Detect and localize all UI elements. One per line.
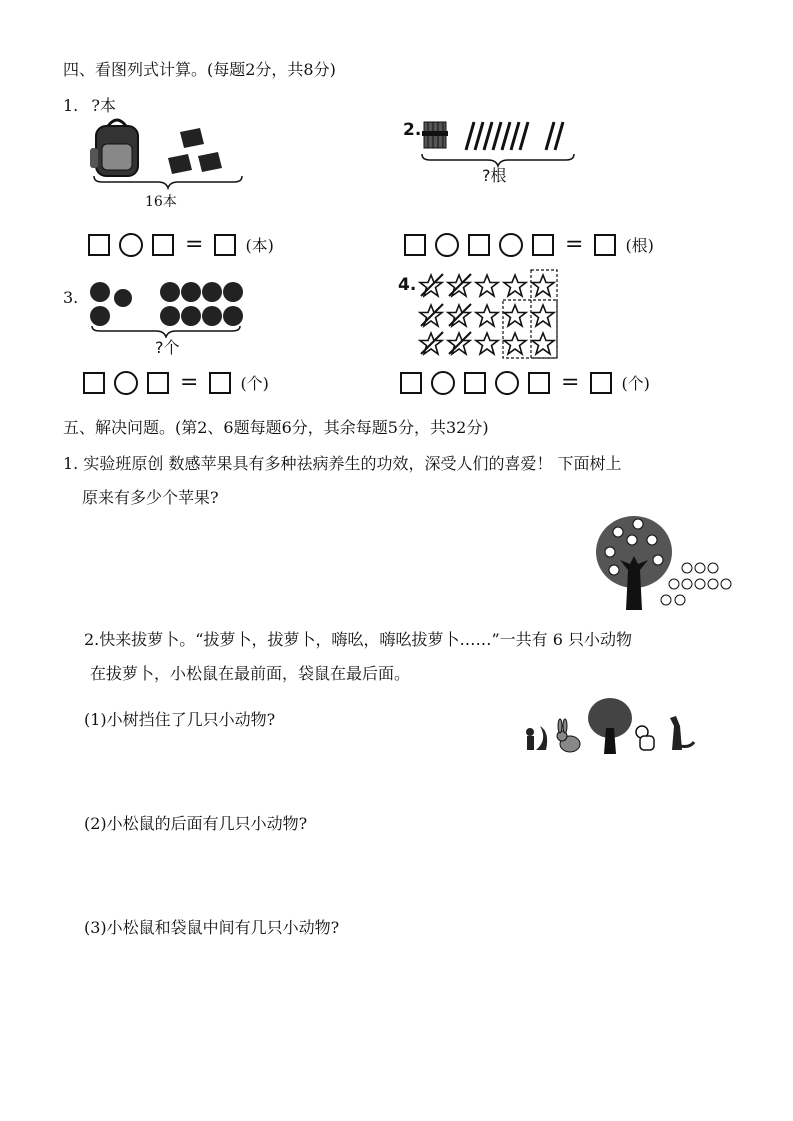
q1-equation bbox=[88, 232, 274, 257]
equals-sign: = bbox=[561, 370, 580, 395]
operator-circle[interactable] bbox=[431, 371, 455, 395]
operator-circle[interactable] bbox=[499, 233, 523, 257]
p2-sub3: (3)小松鼠和袋鼠中间有几只小动物? bbox=[84, 918, 340, 937]
equals-sign: = bbox=[185, 232, 204, 257]
q1-label bbox=[63, 98, 116, 114]
stick-icon bbox=[466, 122, 563, 150]
equals-sign: = bbox=[565, 232, 584, 257]
answer-box[interactable] bbox=[590, 372, 612, 394]
operator-circle[interactable] bbox=[119, 233, 143, 257]
q2-number: 2. bbox=[403, 120, 422, 140]
q3-unit: (个) bbox=[240, 374, 269, 393]
q4-unit: (个) bbox=[621, 374, 650, 393]
answer-box[interactable] bbox=[400, 372, 422, 394]
p1-line2: 原来有多少个苹果? bbox=[82, 488, 219, 507]
q2-figure bbox=[420, 116, 580, 168]
q1-unit: (本) bbox=[245, 236, 274, 255]
dog-icon bbox=[636, 726, 654, 750]
apple-icon bbox=[90, 282, 243, 326]
section5-title: 五、解决问题。(第2、6题每题6分，其余每题5分，共32分) bbox=[63, 418, 489, 437]
answer-box[interactable] bbox=[147, 372, 169, 394]
q4-figure bbox=[415, 266, 565, 362]
p2-sub2: (2)小松鼠的后面有几只小动物? bbox=[84, 814, 308, 833]
squirrel-icon bbox=[526, 726, 547, 750]
answer-box[interactable] bbox=[209, 372, 231, 394]
answer-box[interactable] bbox=[464, 372, 486, 394]
p1-line1: 1. 实验班原创 数感苹果具有多种祛病养生的功效，深受人们的喜爱！ 下面树上 bbox=[63, 454, 622, 473]
q2-unit: (根) bbox=[625, 236, 654, 255]
q3-number: 3. bbox=[63, 288, 79, 307]
q1-question: ?本 bbox=[91, 96, 116, 115]
book-icon bbox=[168, 128, 222, 174]
answer-box[interactable] bbox=[528, 372, 550, 394]
operator-circle[interactable] bbox=[435, 233, 459, 257]
rabbit-icon bbox=[557, 719, 580, 752]
q3-question: ?个 bbox=[155, 338, 180, 357]
q2-question: ?根 bbox=[482, 166, 507, 185]
q4-equation bbox=[400, 370, 650, 395]
answer-box[interactable] bbox=[532, 234, 554, 256]
kangaroo-icon bbox=[670, 716, 694, 750]
q2-equation bbox=[404, 232, 654, 257]
animals-figure bbox=[522, 696, 698, 758]
answer-box[interactable] bbox=[88, 234, 110, 256]
operator-circle[interactable] bbox=[114, 371, 138, 395]
stick-bundle-icon bbox=[422, 122, 448, 148]
p2-sub1: (1)小树挡住了几只小动物? bbox=[84, 710, 276, 729]
q3-figure bbox=[88, 278, 248, 338]
answer-box[interactable] bbox=[468, 234, 490, 256]
q1-number: 1. bbox=[63, 96, 79, 115]
p2-line2: 在拔萝卜，小松鼠在最前面，袋鼠在最后面。 bbox=[90, 664, 411, 683]
backpack-icon bbox=[90, 120, 138, 176]
operator-circle[interactable] bbox=[495, 371, 519, 395]
answer-box[interactable] bbox=[404, 234, 426, 256]
section4-title: 四、看图列式计算。(每题2分，共8分) bbox=[63, 60, 336, 79]
answer-box[interactable] bbox=[152, 234, 174, 256]
apple-tree-figure bbox=[592, 510, 737, 612]
answer-box[interactable] bbox=[214, 234, 236, 256]
tree-icon bbox=[588, 698, 632, 754]
apple-icon bbox=[661, 563, 731, 605]
p2-line1: 2.快来拔萝卜。“拔萝卜，拔萝卜，嗨吆，嗨吆拔萝卜……”一共有 6 只小动物 bbox=[84, 630, 632, 649]
apple-tree-icon bbox=[596, 516, 672, 610]
star-icon bbox=[420, 275, 554, 354]
q1-figure bbox=[88, 118, 248, 196]
q4-number: 4. bbox=[398, 275, 417, 295]
q1-total-label: 16本 bbox=[145, 194, 177, 210]
answer-box[interactable] bbox=[83, 372, 105, 394]
answer-box[interactable] bbox=[594, 234, 616, 256]
equals-sign: = bbox=[180, 370, 199, 395]
q3-equation bbox=[83, 370, 269, 395]
